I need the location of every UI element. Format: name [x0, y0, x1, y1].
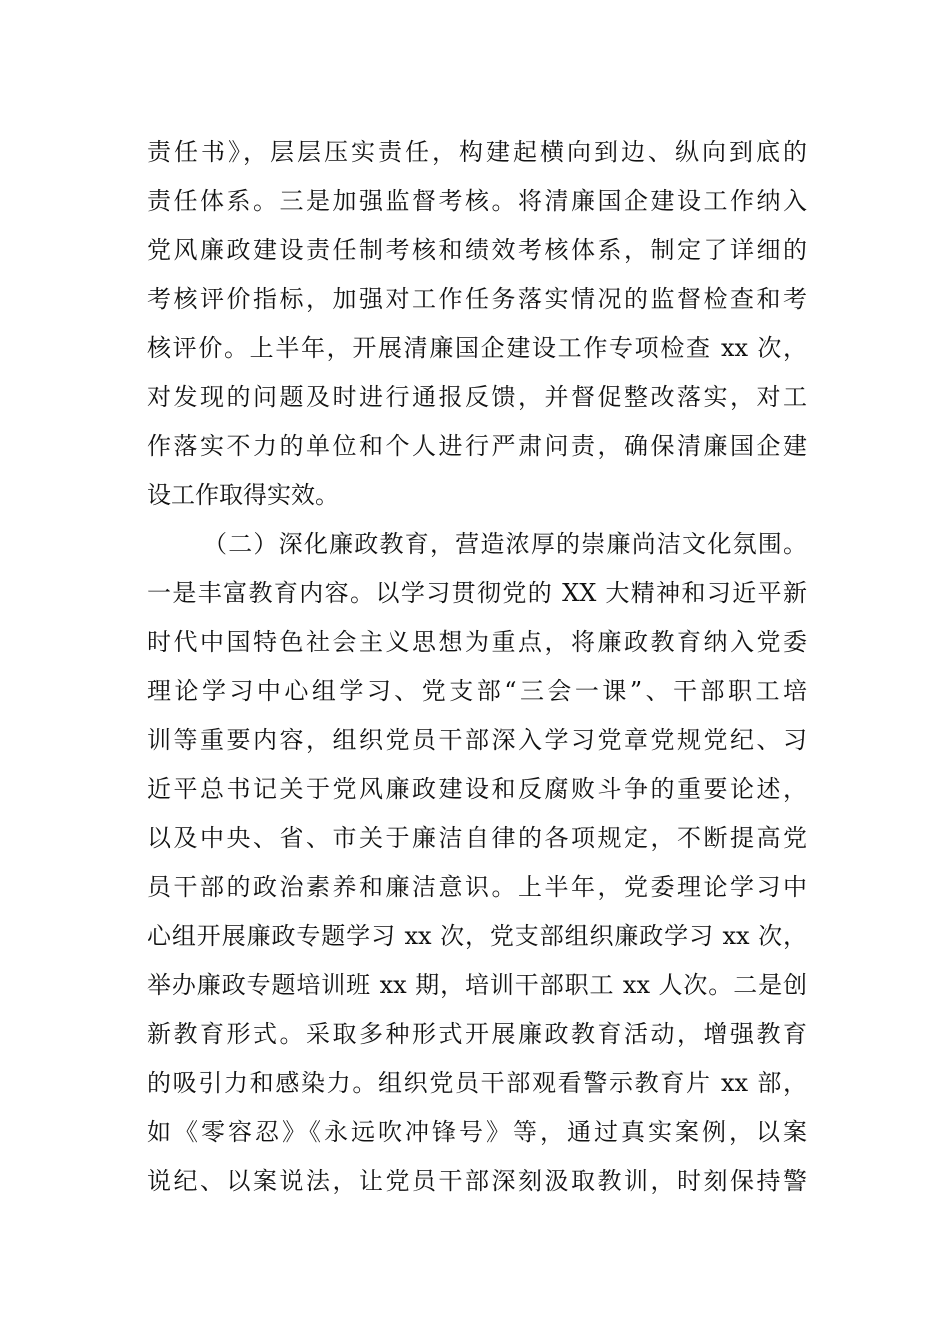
text-line: 员干部的政治素养和廉洁意识。上半年，党委理论学习中	[147, 873, 807, 901]
text-line: 如《零容忍》《永远吹冲锋号》等，通过真实案例，以案	[147, 1118, 807, 1146]
text-line: 以及中央、省、市关于廉洁自律的各项规定，不断提高党	[147, 824, 807, 852]
section-heading-line: （二）深化廉政教育，营造浓厚的崇廉尚洁文化氛围。	[203, 530, 807, 558]
text-line: 新教育形式。采取多种形式开展廉政教育活动，增强教育	[147, 1020, 807, 1048]
text-line: 说纪、以案说法，让党员干部深刻汲取教训，时刻保持警	[147, 1167, 807, 1195]
text-line: 对发现的问题及时进行通报反馈，并督促整改落实，对工	[147, 383, 807, 411]
text-line: 理论学习中心组学习、党支部“三会一课”、干部职工培	[147, 677, 807, 705]
text-line: 责任体系。三是加强监督考核。将清廉国企建设工作纳入	[147, 187, 807, 215]
text-line: 核评价。上半年，开展清廉国企建设工作专项检查 xx 次，	[147, 334, 807, 362]
text-line: 训等重要内容，组织党员干部深入学习党章党规党纪、习	[147, 726, 807, 754]
text-line: 的吸引力和感染力。组织党员干部观看警示教育片 xx 部，	[147, 1069, 807, 1097]
text-line: 一是丰富教育内容。以学习贯彻党的 XX 大精神和习近平新	[147, 579, 807, 607]
text-line: 举办廉政专题培训班 xx 期，培训干部职工 xx 人次。二是创	[147, 971, 807, 999]
text-line: 党风廉政建设责任制考核和绩效考核体系，制定了详细的	[147, 236, 807, 264]
text-line: 设工作取得实效。	[147, 481, 339, 509]
text-line: 责任书》，层层压实责任，构建起横向到边、纵向到底的	[147, 138, 807, 166]
body-text	[147, 128, 807, 1206]
text-line: 时代中国特色社会主义思想为重点，将廉政教育纳入党委	[147, 628, 807, 656]
text-line: 考核评价指标，加强对工作任务落实情况的监督检查和考	[147, 285, 807, 313]
text-line: 近平总书记关于党风廉政建设和反腐败斗争的重要论述，	[147, 775, 807, 803]
text-line: 心组开展廉政专题学习 xx 次，党支部组织廉政学习 xx 次，	[147, 922, 807, 950]
text-line: 作落实不力的单位和个人进行严肃问责，确保清廉国企建	[147, 432, 807, 460]
